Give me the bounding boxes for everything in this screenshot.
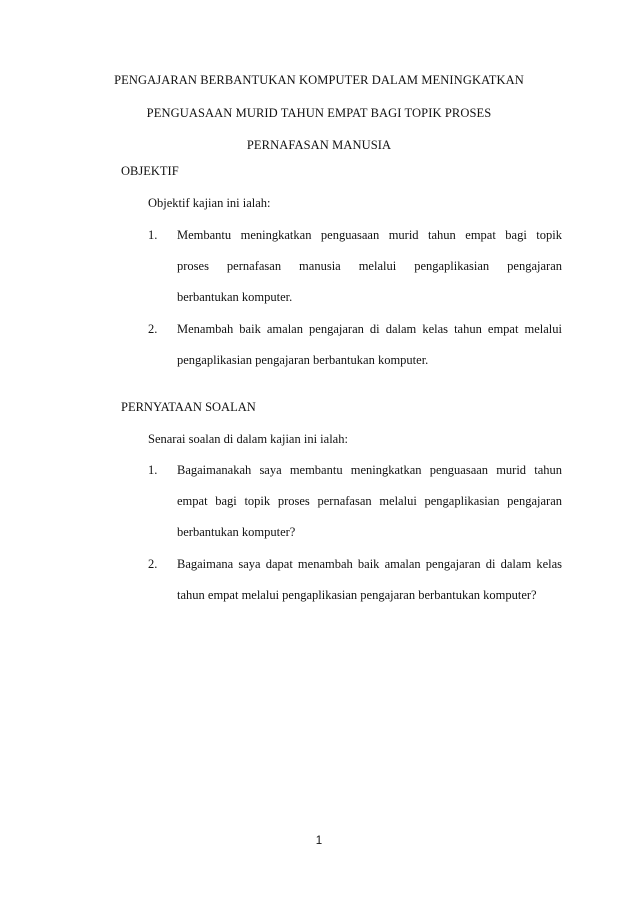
objektif-item-1-line-1: Membantu meningkatkan penguasaan murid tahun empat bagi topik (177, 228, 562, 242)
document-title-line-3: PERNAFASAN MANUSIA (246, 138, 392, 152)
document-title-line-1: PENGAJARAN BERBANTUKAN KOMPUTER DALAM MENINGKATKAN (114, 73, 524, 87)
pernyataan-item-1-line-2: empat bagi topik proses pernafasan melalui pengaplikasian pengajaran (177, 494, 562, 508)
page-number: 1 (315, 835, 323, 847)
pernyataan-item-2-line-2: tahun empat melalui pengaplikasian pengajaran berbantukan komputer? (177, 588, 537, 602)
document-title-line-2: PENGUASAAN MURID TAHUN EMPAT BAGI TOPIK PROSES (146, 106, 492, 120)
objektif-heading: OBJEKTIF (121, 164, 179, 178)
objektif-item-1-line-2: proses pernafasan manusia melalui pengaplikasian pengajaran (177, 259, 562, 273)
pernyataan-item-1-number: 1. (148, 463, 158, 477)
pernyataan-item-1-line-3: berbantukan komputer? (177, 525, 296, 539)
pernyataan-intro: Senarai soalan di dalam kajian ini ialah: (148, 432, 348, 446)
objektif-item-2-line-1: Menambah baik amalan pengajaran di dalam kelas tahun empat melalui (177, 322, 562, 336)
objektif-intro: Objektif kajian ini ialah: (148, 196, 271, 210)
pernyataan-heading: PERNYATAAN SOALAN (121, 400, 256, 414)
objektif-item-2-number: 2. (148, 322, 158, 336)
pernyataan-item-2-line-1: Bagaimana saya dapat menambah baik amalan pengajaran di dalam kelas (177, 557, 562, 571)
pernyataan-item-1-line-1: Bagaimanakah saya membantu meningkatkan penguasaan murid tahun (177, 463, 562, 477)
objektif-item-2-line-2: pengaplikasian pengajaran berbantukan komputer. (177, 353, 429, 367)
pernyataan-item-2-number: 2. (148, 557, 158, 571)
objektif-item-1-line-3: berbantukan komputer. (177, 290, 293, 304)
objektif-item-1-number: 1. (148, 228, 158, 242)
